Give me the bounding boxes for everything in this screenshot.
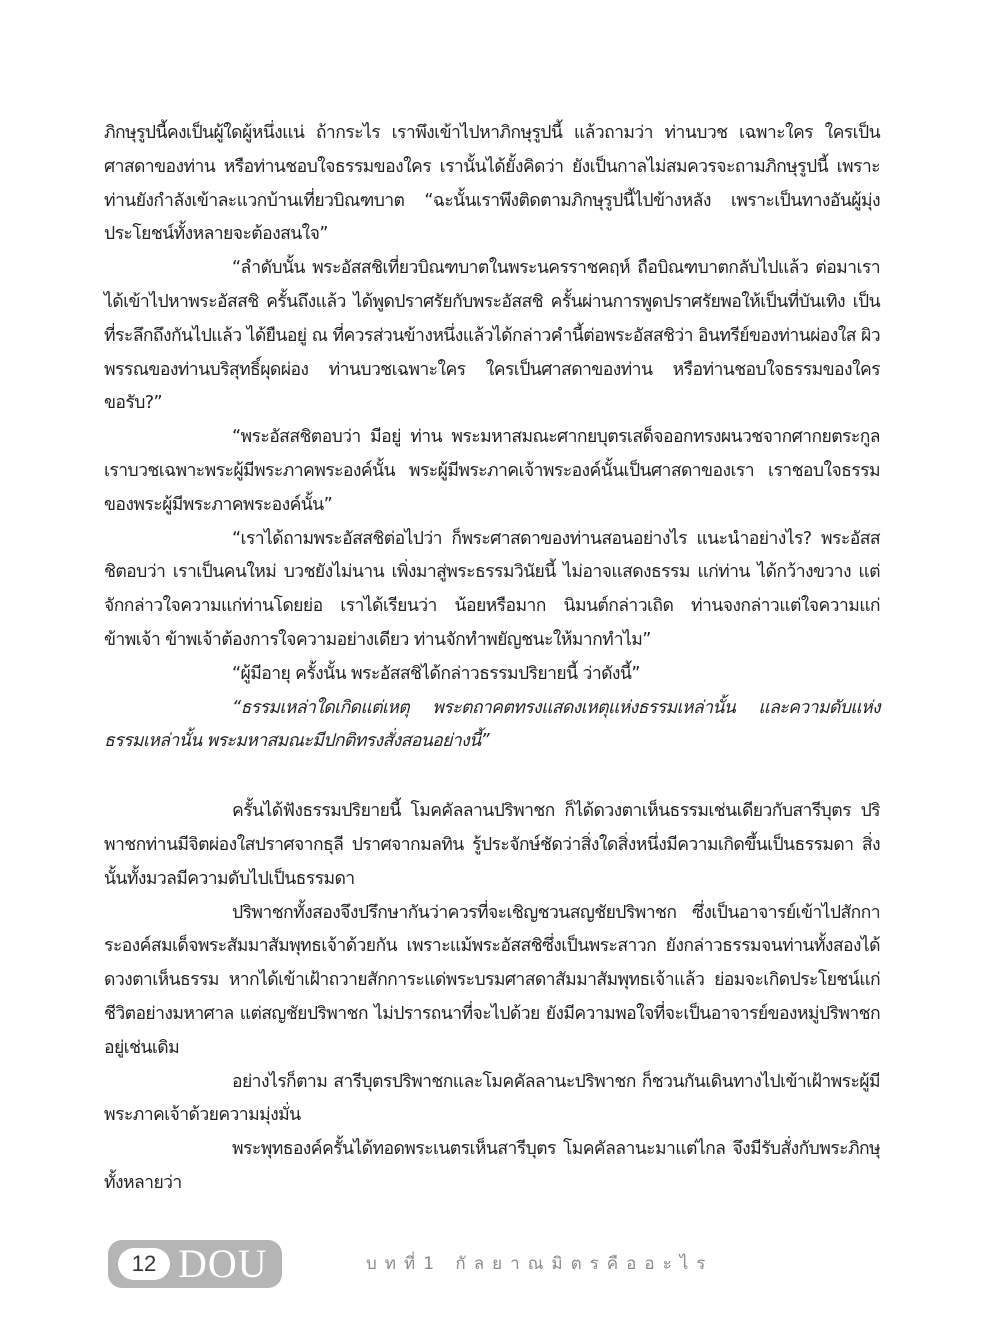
brand-logo-text: DOU xyxy=(178,1241,268,1286)
footer-badge xyxy=(108,1240,282,1288)
page-number: 12 xyxy=(118,1248,170,1280)
body-text xyxy=(104,117,880,1201)
paragraph-8: ปริพาชกทั้งสองจึงปรึกษากันว่าควรที่จะเชิญชวนสญชัยปริพาชก ซึ่งเป็นอาจารย์เข้าไปสักการะองค์สมเด็จพระสัมมาสัมพุทธเจ้าด้วยกัน เพราะแม้พระอัสสชิซึ่งเป็นพระสาวก ยังกล่าวธรรมจนท่านทั้งสองได้ดวงตาเห็นธรรม หากได้เข้าเฝ้าถวายสักการะแด่พระบรมศาสดาสัมมาสัมพุทธเจ้าแล้ว ย่อมจะเกิดประโยชน์แก่ชีวิตอย่างมหาศาล แต่สญชัยปริพาชก ไม่ปรารถนาที่จะไปด้วย ยังมีความพอใจที่จะเป็นอาจารย์ของหมู่ปริพาชกอยู่เช่นเดิม xyxy=(104,902,880,1058)
paragraph-3: “พระอัสสชิตอบว่า มีอยู่ ท่าน พระมหาสมณะศากยบุตรเสด็จออกทรงผนวชจากศากยตระกูล เราบวชเฉพาะพระผู้มีพระภาคพระองค์นั้น พระผู้มีพระภาคเจ้าพระองค์นั้นเป็นศาสดาของเรา เราชอบใจธรรมของพระผู้มีพระภาคพระองค์นั้น” xyxy=(104,427,880,515)
paragraph-1: ภิกษุรูปนี้คงเป็นผู้ใดผู้หนึ่งแน่ ถ้ากระไร เราพึงเข้าไปหาภิกษุรูปนี้ แล้วถามว่า ท่านบวช เฉพาะใคร ใครเป็นศาสดาของท่าน หรือท่านชอบใจธรรมของใคร เรานั้นได้ยั้งคิดว่า ยังเป็นกาลไม่สมควรจะถามภิกษุรูปนี้ เพราะท่านยังกำลังเข้าละแวกบ้านเที่ยวบิณฑบาต “ฉะนั้นเราพึงติดตามภิกษุรูปนี้ไปข้างหลัง เพราะเป็นทางอันผู้มุ่งประโยชน์ทั้งหลายจะต้องสนใจ” xyxy=(104,123,880,245)
paragraph-10: พระพุทธองค์ครั้นได้ทอดพระเนตรเห็นสารีบุตร โมคคัลลานะมาแต่ไกล จึงมีรับสั่งกับพระภิกษุทั้งหลายว่า xyxy=(104,1139,880,1193)
page-footer xyxy=(108,1240,888,1288)
paragraph-7: ครั้นได้ฟังธรรมปริยายนี้ โมคคัลลานปริพาชก ก็ได้ดวงตาเห็นธรรมเช่นเดียวกับสารีบุตร ปริพาชกท่านมีจิตผ่องใสปราศจากธุลี ปราศจากมลทิน รู้ประจักษ์ชัดว่าสิ่งใดสิ่งหนึ่งมีความเกิดขึ้นเป็นธรรมดา สิ่งนั้นทั้งมวลมีความดับไปเป็นธรรมดา xyxy=(104,801,880,889)
paragraph-5: “ผู้มีอายุ ครั้งนั้น พระอัสสชิได้กล่าวธรรมปริยายนี้ ว่าดังนี้” xyxy=(232,663,640,684)
paragraph-2: “ลำดับนั้น พระอัสสชิเที่ยวบิณฑบาตในพระนครราชคฤห์ ถือบิณฑบาตกลับไปแล้ว ต่อมาเราได้เข้าไปหาพระอัสสชิ ครั้นถึงแล้ว ได้พูดปราศรัยกับพระอัสสชิ ครั้นผ่านการพูดปราศรัยพอให้เป็นที่บันเทิง เป็นที่ระลึกถึงกันไปแล้ว ได้ยืนอยู่ ณ ที่ควรส่วนข้างหนึ่งแล้วได้กล่าวคำนี้ต่อพระอัสสชิว่า อินทรีย์ของท่านผ่องใส ผิวพรรณของท่านบริสุทธิ์ผุดผ่อง ท่านบวชเฉพาะใคร ใครเป็นศาสดาของท่าน หรือท่านชอบใจธรรมของใคร ขอรับ?” xyxy=(104,258,880,414)
paragraph-4: “เราได้ถามพระอัสสชิต่อไปว่า ก็พระศาสดาของท่านสอนอย่างไร แนะนำอย่างไร? พระอัสสชิตอบว่า เราเป็นคนใหม่ บวชยังไม่นาน เพิ่งมาสู่พระธรรมวินัยนี้ ไม่อาจแสดงธรรม แก่ท่าน ได้กว้างขวาง แต่จักกล่าวใจความแก่ท่านโดยย่อ เราได้เรียนว่า น้อยหรือมาก นิมนต์กล่าวเถิด ท่านจงกล่าวแต่ใจความแก่ข้าพเจ้า ข้าพเจ้าต้องการใจความอย่างเดียว ท่านจักทำพยัญชนะให้มากทำไม” xyxy=(104,528,880,650)
verse-quote: “ธรรมเหล่าใดเกิดแต่เหตุ พระตถาคตทรงแสดงเหตุแห่งธรรมเหล่านั้น และความดับแห่งธรรมเหล่านั้น พระมหาสมณะมีปกติทรงสั่งสอนอย่างนี้” xyxy=(104,697,880,752)
chapter-title: บทที่1 กัลยาณมิตรคืออะไร xyxy=(366,1254,714,1274)
paragraph-9: อย่างไรก็ตาม สารีบุตรปริพาชกและโมคคัลลานะปริพาชก ก็ชวนกันเดินทางไปเข้าเฝ้าพระผู้มีพระภาคเจ้าด้วยความมุ่งมั่น xyxy=(104,1071,880,1126)
